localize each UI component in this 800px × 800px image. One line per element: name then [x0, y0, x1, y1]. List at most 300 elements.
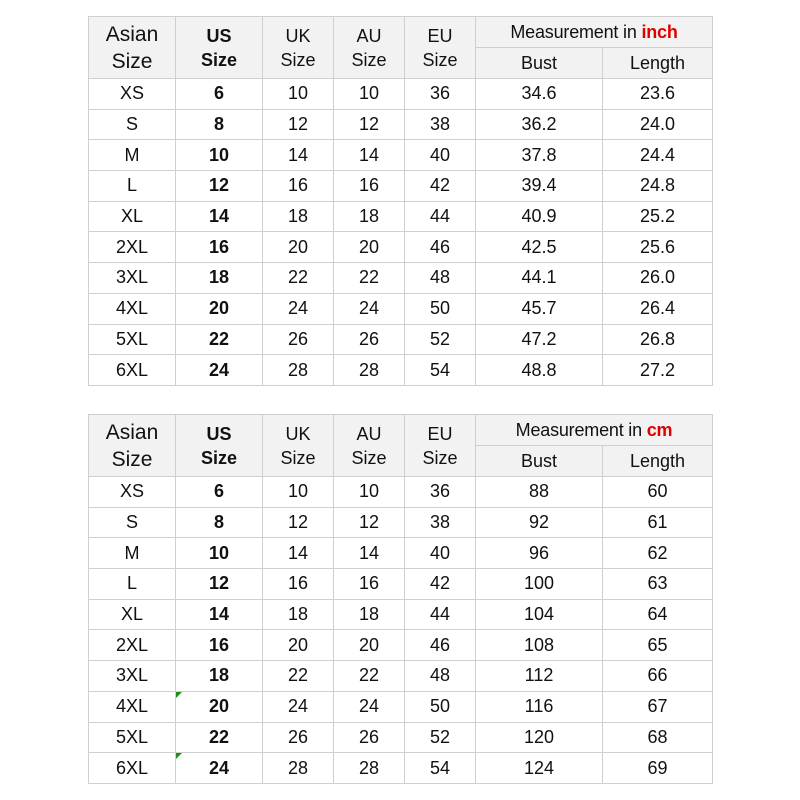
cell-us-size: [176, 355, 263, 386]
cell-value: 48: [429, 665, 451, 686]
cell-value: 22: [358, 267, 380, 288]
header-bust: Bust: [476, 48, 603, 79]
cell-value: 18: [208, 267, 230, 288]
cell-uk-size: [263, 507, 334, 538]
measurement-label: Measurement in: [510, 22, 642, 42]
header-uk-size-line2: Size: [280, 447, 316, 468]
cell-value: 61: [647, 512, 668, 533]
cell-value: XS: [119, 83, 144, 104]
cell-value: 12: [358, 512, 380, 533]
cell-asian-size: [89, 109, 176, 140]
cell-length: [603, 507, 713, 538]
cell-value: 16: [208, 236, 230, 257]
cell-au-size: [334, 599, 405, 630]
cell-value: 26.0: [639, 267, 676, 288]
cell-bust: [476, 661, 603, 692]
cell-value: XS: [119, 481, 144, 502]
cell-value: 124: [523, 757, 555, 778]
cell-uk-size: [263, 753, 334, 784]
cell-value: 26.8: [639, 328, 676, 349]
cell-value: 52: [429, 328, 451, 349]
cell-length: [603, 661, 713, 692]
table-row: [89, 232, 713, 263]
table-row: [89, 691, 713, 722]
cell-value: 16: [208, 634, 230, 655]
cell-eu-size: [405, 293, 476, 324]
cell-au-size: [334, 109, 405, 140]
cell-uk-size: [263, 599, 334, 630]
header-au-size-line1: AU: [356, 25, 382, 46]
cell-au-size: [334, 630, 405, 661]
cell-value: 2XL: [115, 236, 149, 257]
cell-uk-size: [263, 691, 334, 722]
header-uk-size: [263, 17, 334, 79]
cell-asian-size: [89, 569, 176, 600]
cell-uk-size: [263, 109, 334, 140]
cell-length: [603, 293, 713, 324]
cell-value: 26: [287, 328, 309, 349]
cell-au-size: [334, 753, 405, 784]
cell-value: 22: [287, 665, 309, 686]
cell-eu-size: [405, 355, 476, 386]
cell-value: 47.2: [521, 328, 557, 349]
cell-us-size: [176, 691, 263, 722]
cell-value: 40: [429, 542, 451, 563]
header-length: Length: [603, 446, 713, 477]
cell-value: 38: [429, 512, 451, 533]
cell-asian-size: [89, 630, 176, 661]
cell-au-size: [334, 569, 405, 600]
cell-value: 23.6: [639, 83, 676, 104]
cell-value: 24: [287, 298, 309, 319]
cell-uk-size: [263, 232, 334, 263]
cell-value: 6XL: [115, 359, 149, 380]
cell-eu-size: [405, 722, 476, 753]
header-asian-size: [89, 415, 176, 477]
cell-value: 5XL: [115, 726, 149, 747]
cell-asian-size: [89, 599, 176, 630]
header-uk-size-line1: UK: [285, 423, 311, 444]
cell-value: 69: [647, 757, 668, 778]
cell-bust: [476, 324, 603, 355]
cell-uk-size: [263, 79, 334, 110]
cell-au-size: [334, 538, 405, 569]
cell-us-size: [176, 477, 263, 508]
header-eu-size-line1: EU: [427, 423, 453, 444]
cell-value: 22: [208, 726, 230, 747]
table-row: [89, 538, 713, 569]
header-row: [89, 17, 713, 48]
cell-value: 6: [213, 83, 224, 104]
header-au-size: [334, 17, 405, 79]
cell-value: 36.2: [521, 114, 557, 135]
cell-value: 44: [429, 206, 451, 227]
cell-length: [603, 569, 713, 600]
cell-value: 20: [287, 634, 309, 655]
cell-value: 6: [213, 481, 224, 502]
cell-us-size: [176, 171, 263, 202]
cell-length: [603, 691, 713, 722]
cell-value: 6XL: [115, 757, 149, 778]
cell-value: 20: [358, 236, 380, 257]
cell-bust: [476, 691, 603, 722]
header-eu-size-line2: Size: [422, 49, 458, 70]
cell-value: 46: [429, 236, 451, 257]
size-table-inch: [88, 16, 713, 386]
cell-value: 42: [429, 175, 451, 196]
cell-eu-size: [405, 109, 476, 140]
cell-value: 14: [287, 144, 309, 165]
cell-us-size: [176, 569, 263, 600]
cell-uk-size: [263, 538, 334, 569]
cell-value: 108: [523, 634, 555, 655]
header-us-size-line1: US: [206, 423, 232, 444]
cell-us-size: [176, 753, 263, 784]
cell-asian-size: [89, 722, 176, 753]
cell-bust: [476, 109, 603, 140]
cell-uk-size: [263, 630, 334, 661]
cell-bust: [476, 569, 603, 600]
cell-asian-size: [89, 79, 176, 110]
cell-value: 18: [358, 604, 380, 625]
cell-au-size: [334, 355, 405, 386]
cell-bust: [476, 477, 603, 508]
cell-length: [603, 201, 713, 232]
cell-length: [603, 171, 713, 202]
header-uk-size-line2: Size: [280, 49, 316, 70]
table-row: [89, 79, 713, 110]
cell-value: 42: [429, 573, 451, 594]
table-row: [89, 171, 713, 202]
cell-value: L: [126, 175, 137, 196]
cell-asian-size: [89, 538, 176, 569]
cell-value: 62: [647, 542, 668, 563]
cell-bust: [476, 722, 603, 753]
cell-us-size: [176, 201, 263, 232]
cell-value: 14: [287, 542, 309, 563]
header-au-size-line2: Size: [351, 447, 387, 468]
cell-value: 10: [287, 83, 309, 104]
table-row: [89, 661, 713, 692]
header-measurement: [476, 17, 713, 48]
header-au-size: [334, 415, 405, 477]
header-us-size-line2: Size: [200, 49, 238, 70]
cell-value: 65: [647, 634, 668, 655]
cell-value: 28: [358, 757, 380, 778]
cell-au-size: [334, 201, 405, 232]
header-au-size-line1: AU: [356, 423, 382, 444]
cell-value: 16: [287, 175, 309, 196]
cell-length: [603, 477, 713, 508]
cell-au-size: [334, 722, 405, 753]
cell-value: 24: [208, 757, 230, 778]
cell-bust: [476, 507, 603, 538]
cell-asian-size: [89, 355, 176, 386]
header-uk-size-line1: UK: [285, 25, 311, 46]
cell-marker-icon: [176, 692, 182, 698]
header-us-size: [176, 17, 263, 79]
cell-uk-size: [263, 355, 334, 386]
header-row: [89, 415, 713, 446]
table-row: [89, 324, 713, 355]
cell-length: [603, 722, 713, 753]
cell-value: 12: [287, 512, 309, 533]
cell-bust: [476, 171, 603, 202]
cell-us-size: [176, 140, 263, 171]
cell-bust: [476, 79, 603, 110]
cell-eu-size: [405, 324, 476, 355]
cell-value: 68: [647, 726, 668, 747]
cell-value: 14: [208, 604, 230, 625]
cell-asian-size: [89, 477, 176, 508]
cell-value: 10: [358, 481, 380, 502]
cell-bust: [476, 753, 603, 784]
cell-value: 4XL: [115, 696, 149, 717]
header-us-size-line1: US: [206, 25, 232, 46]
cell-us-size: [176, 507, 263, 538]
cell-value: 16: [287, 573, 309, 594]
cell-value: 36: [429, 481, 451, 502]
cell-us-size: [176, 109, 263, 140]
cell-uk-size: [263, 201, 334, 232]
cell-bust: [476, 355, 603, 386]
cell-bust: [476, 630, 603, 661]
cell-value: 39.4: [521, 175, 557, 196]
cell-au-size: [334, 232, 405, 263]
cell-value: 26: [358, 328, 380, 349]
cell-eu-size: [405, 753, 476, 784]
cell-value: 26.4: [639, 298, 676, 319]
table-row: [89, 263, 713, 294]
cell-value: 24: [208, 359, 230, 380]
cell-eu-size: [405, 201, 476, 232]
cell-value: S: [125, 512, 138, 533]
cell-asian-size: [89, 324, 176, 355]
cell-length: [603, 355, 713, 386]
cell-asian-size: [89, 293, 176, 324]
cell-value: 3XL: [115, 665, 149, 686]
header-measurement: [476, 415, 713, 446]
cell-eu-size: [405, 538, 476, 569]
cell-value: 26: [287, 726, 309, 747]
cell-us-size: [176, 324, 263, 355]
header-asian-size-line1: Asian: [105, 22, 159, 46]
cell-bust: [476, 201, 603, 232]
cell-value: 48.8: [521, 359, 557, 380]
cell-us-size: [176, 79, 263, 110]
cell-value: 20: [208, 696, 230, 717]
cell-value: 54: [429, 757, 451, 778]
cell-uk-size: [263, 477, 334, 508]
header-bust: Bust: [476, 446, 603, 477]
cell-value: 48: [429, 267, 451, 288]
cell-eu-size: [405, 232, 476, 263]
cell-value: 50: [429, 696, 451, 717]
measurement-unit: cm: [646, 420, 673, 440]
cell-value: 40: [429, 144, 451, 165]
cell-us-size: [176, 661, 263, 692]
cell-value: 26: [358, 726, 380, 747]
cell-value: 44.1: [521, 267, 557, 288]
cell-value: 24.0: [639, 114, 676, 135]
cell-au-size: [334, 293, 405, 324]
cell-value: 24.8: [639, 175, 676, 196]
cell-eu-size: [405, 630, 476, 661]
cell-value: 10: [208, 144, 230, 165]
cell-eu-size: [405, 171, 476, 202]
header-us-size: [176, 415, 263, 477]
cell-uk-size: [263, 569, 334, 600]
header-eu-size: [405, 415, 476, 477]
cell-value: 18: [287, 206, 309, 227]
cell-length: [603, 109, 713, 140]
cell-bust: [476, 232, 603, 263]
cell-value: 8: [213, 512, 224, 533]
cell-length: [603, 79, 713, 110]
cell-value: 24: [358, 298, 380, 319]
table-row: [89, 140, 713, 171]
cell-value: 24: [287, 696, 309, 717]
table-row: [89, 630, 713, 661]
cell-value: 120: [523, 726, 555, 747]
cell-value: 10: [358, 83, 380, 104]
cell-value: 46: [429, 634, 451, 655]
cell-au-size: [334, 477, 405, 508]
cell-eu-size: [405, 477, 476, 508]
cell-value: L: [126, 573, 137, 594]
cell-value: 112: [524, 665, 554, 686]
cell-value: 45.7: [521, 298, 557, 319]
header-eu-size-line1: EU: [427, 25, 453, 46]
cell-bust: [476, 263, 603, 294]
header-eu-size-line2: Size: [422, 447, 458, 468]
cell-asian-size: [89, 140, 176, 171]
cell-value: 20: [208, 298, 230, 319]
cell-asian-size: [89, 507, 176, 538]
cell-value: 5XL: [115, 328, 149, 349]
cell-au-size: [334, 79, 405, 110]
cell-length: [603, 630, 713, 661]
cell-value: 3XL: [115, 267, 149, 288]
cell-asian-size: [89, 753, 176, 784]
cell-eu-size: [405, 140, 476, 171]
cell-value: 20: [287, 236, 309, 257]
cell-eu-size: [405, 263, 476, 294]
cell-value: 54: [429, 359, 451, 380]
cell-marker-icon: [176, 753, 182, 759]
cell-value: 22: [208, 328, 230, 349]
table-row: [89, 599, 713, 630]
measurement-unit: inch: [641, 22, 678, 42]
cell-value: 40.9: [521, 206, 557, 227]
cell-value: 24: [358, 696, 380, 717]
header-us-size-line2: Size: [200, 447, 238, 468]
cell-value: 64: [647, 604, 668, 625]
cell-value: 66: [647, 665, 668, 686]
header-asian-size-line2: Size: [111, 447, 153, 471]
header-asian-size: [89, 17, 176, 79]
cell-uk-size: [263, 722, 334, 753]
cell-value: 38: [429, 114, 451, 135]
cell-eu-size: [405, 507, 476, 538]
cell-length: [603, 140, 713, 171]
cell-au-size: [334, 661, 405, 692]
cell-uk-size: [263, 140, 334, 171]
header-asian-size-line2: Size: [111, 49, 153, 73]
cell-bust: [476, 538, 603, 569]
cell-value: M: [124, 542, 140, 563]
cell-value: 14: [358, 144, 380, 165]
cell-bust: [476, 140, 603, 171]
cell-us-size: [176, 293, 263, 324]
cell-value: 16: [358, 573, 380, 594]
cell-value: 116: [524, 696, 554, 717]
cell-value: 10: [287, 481, 309, 502]
cell-value: 12: [208, 175, 230, 196]
cell-value: 4XL: [115, 298, 149, 319]
cell-eu-size: [405, 569, 476, 600]
cell-value: 104: [523, 604, 555, 625]
cell-us-size: [176, 232, 263, 263]
cell-value: 12: [208, 573, 230, 594]
cell-value: 20: [358, 634, 380, 655]
cell-length: [603, 599, 713, 630]
table-row: [89, 293, 713, 324]
cell-eu-size: [405, 79, 476, 110]
cell-value: XL: [120, 206, 144, 227]
header-eu-size: [405, 17, 476, 79]
cell-length: [603, 232, 713, 263]
header-uk-size: [263, 415, 334, 477]
cell-length: [603, 538, 713, 569]
cell-value: S: [125, 114, 138, 135]
cell-value: 34.6: [521, 83, 557, 104]
cell-value: 12: [358, 114, 380, 135]
cell-us-size: [176, 538, 263, 569]
cell-us-size: [176, 599, 263, 630]
cell-value: 14: [208, 206, 230, 227]
cell-asian-size: [89, 263, 176, 294]
cell-eu-size: [405, 599, 476, 630]
cell-us-size: [176, 263, 263, 294]
cell-asian-size: [89, 661, 176, 692]
cell-uk-size: [263, 171, 334, 202]
cell-value: 22: [287, 267, 309, 288]
cell-uk-size: [263, 661, 334, 692]
cell-value: 25.6: [639, 236, 676, 257]
table-row: [89, 507, 713, 538]
cell-value: 28: [358, 359, 380, 380]
cell-uk-size: [263, 263, 334, 294]
cell-au-size: [334, 263, 405, 294]
cell-value: 50: [429, 298, 451, 319]
table-row: [89, 569, 713, 600]
cell-value: 44: [429, 604, 451, 625]
cell-value: 18: [358, 206, 380, 227]
cell-bust: [476, 599, 603, 630]
cell-length: [603, 753, 713, 784]
table-row: [89, 201, 713, 232]
table-row: [89, 722, 713, 753]
cell-value: 8: [213, 114, 224, 135]
cell-asian-size: [89, 691, 176, 722]
cell-value: 18: [287, 604, 309, 625]
cell-value: 12: [287, 114, 309, 135]
table-row: [89, 753, 713, 784]
cell-value: 27.2: [639, 359, 676, 380]
cell-eu-size: [405, 691, 476, 722]
table-row: [89, 109, 713, 140]
